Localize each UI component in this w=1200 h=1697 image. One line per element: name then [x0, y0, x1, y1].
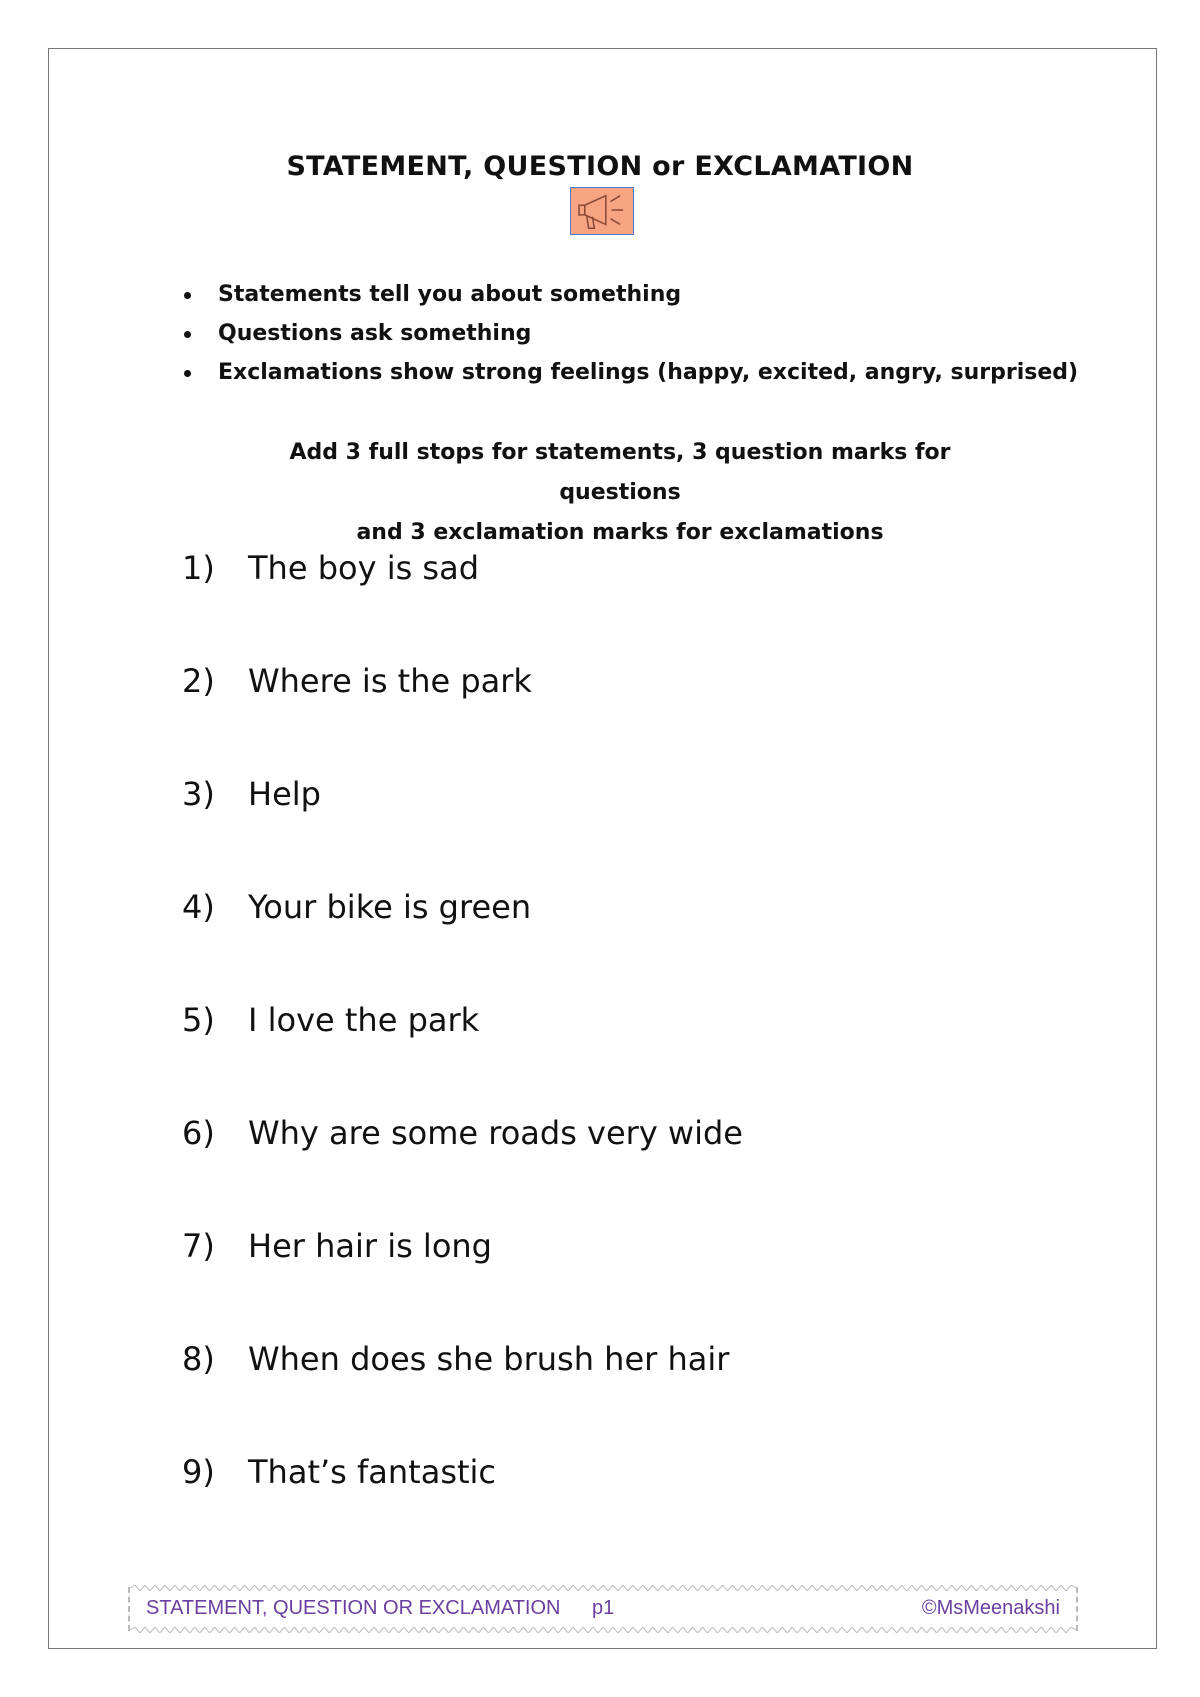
- instructions: [240, 433, 1000, 553]
- item-number: 8): [182, 1340, 215, 1378]
- bullet-icon: [184, 370, 191, 377]
- item-sentence: When does she brush her hair: [248, 1340, 730, 1378]
- bullet-icon: [184, 331, 191, 338]
- bullet-text: Statements tell you about something: [218, 282, 682, 307]
- item-sentence: Where is the park: [248, 662, 532, 700]
- item-sentence: Your bike is green: [248, 888, 532, 926]
- page-footer: [128, 1587, 1078, 1631]
- instructions-line-1: Add 3 full stops for statements, 3 question marks for questions: [289, 440, 951, 505]
- list-item: [180, 319, 1078, 358]
- footer-border-bottom: [130, 1627, 1076, 1633]
- list-item: [180, 358, 1078, 397]
- copyright: ©MsMeenakshi: [921, 1597, 1060, 1619]
- item-number: 3): [182, 775, 215, 813]
- definition-list: [180, 280, 1078, 397]
- footer-title: STATEMENT, QUESTION OR EXCLAMATION: [146, 1597, 561, 1619]
- item-sentence: Her hair is long: [248, 1227, 492, 1265]
- item-number: 2): [182, 662, 215, 700]
- bullet-text: Exclamations show strong feelings (happy, excited, angry, surprised): [218, 360, 1079, 385]
- footer-border-top: [130, 1585, 1076, 1591]
- page-number: p1: [592, 1597, 615, 1619]
- instructions-line-2: and 3 exclamation marks for exclamations: [356, 520, 884, 545]
- item-sentence: The boy is sad: [248, 549, 480, 587]
- item-number: 4): [182, 888, 215, 926]
- item-sentence: I love the park: [248, 1001, 480, 1039]
- bullet-icon: [184, 292, 191, 299]
- bullet-text: Questions ask something: [218, 321, 532, 346]
- item-number: 5): [182, 1001, 215, 1039]
- item-number: 9): [182, 1453, 215, 1491]
- item-sentence: Why are some roads very wide: [248, 1114, 743, 1152]
- item-number: 7): [182, 1227, 215, 1265]
- megaphone-icon: [570, 187, 634, 235]
- item-number: 1): [182, 549, 215, 587]
- list-item: [180, 280, 1078, 319]
- item-sentence: That’s fantastic: [248, 1453, 497, 1491]
- item-number: 6): [182, 1114, 215, 1152]
- page-title: STATEMENT, QUESTION or EXCLAMATION: [286, 151, 914, 182]
- item-sentence: Help: [248, 775, 321, 813]
